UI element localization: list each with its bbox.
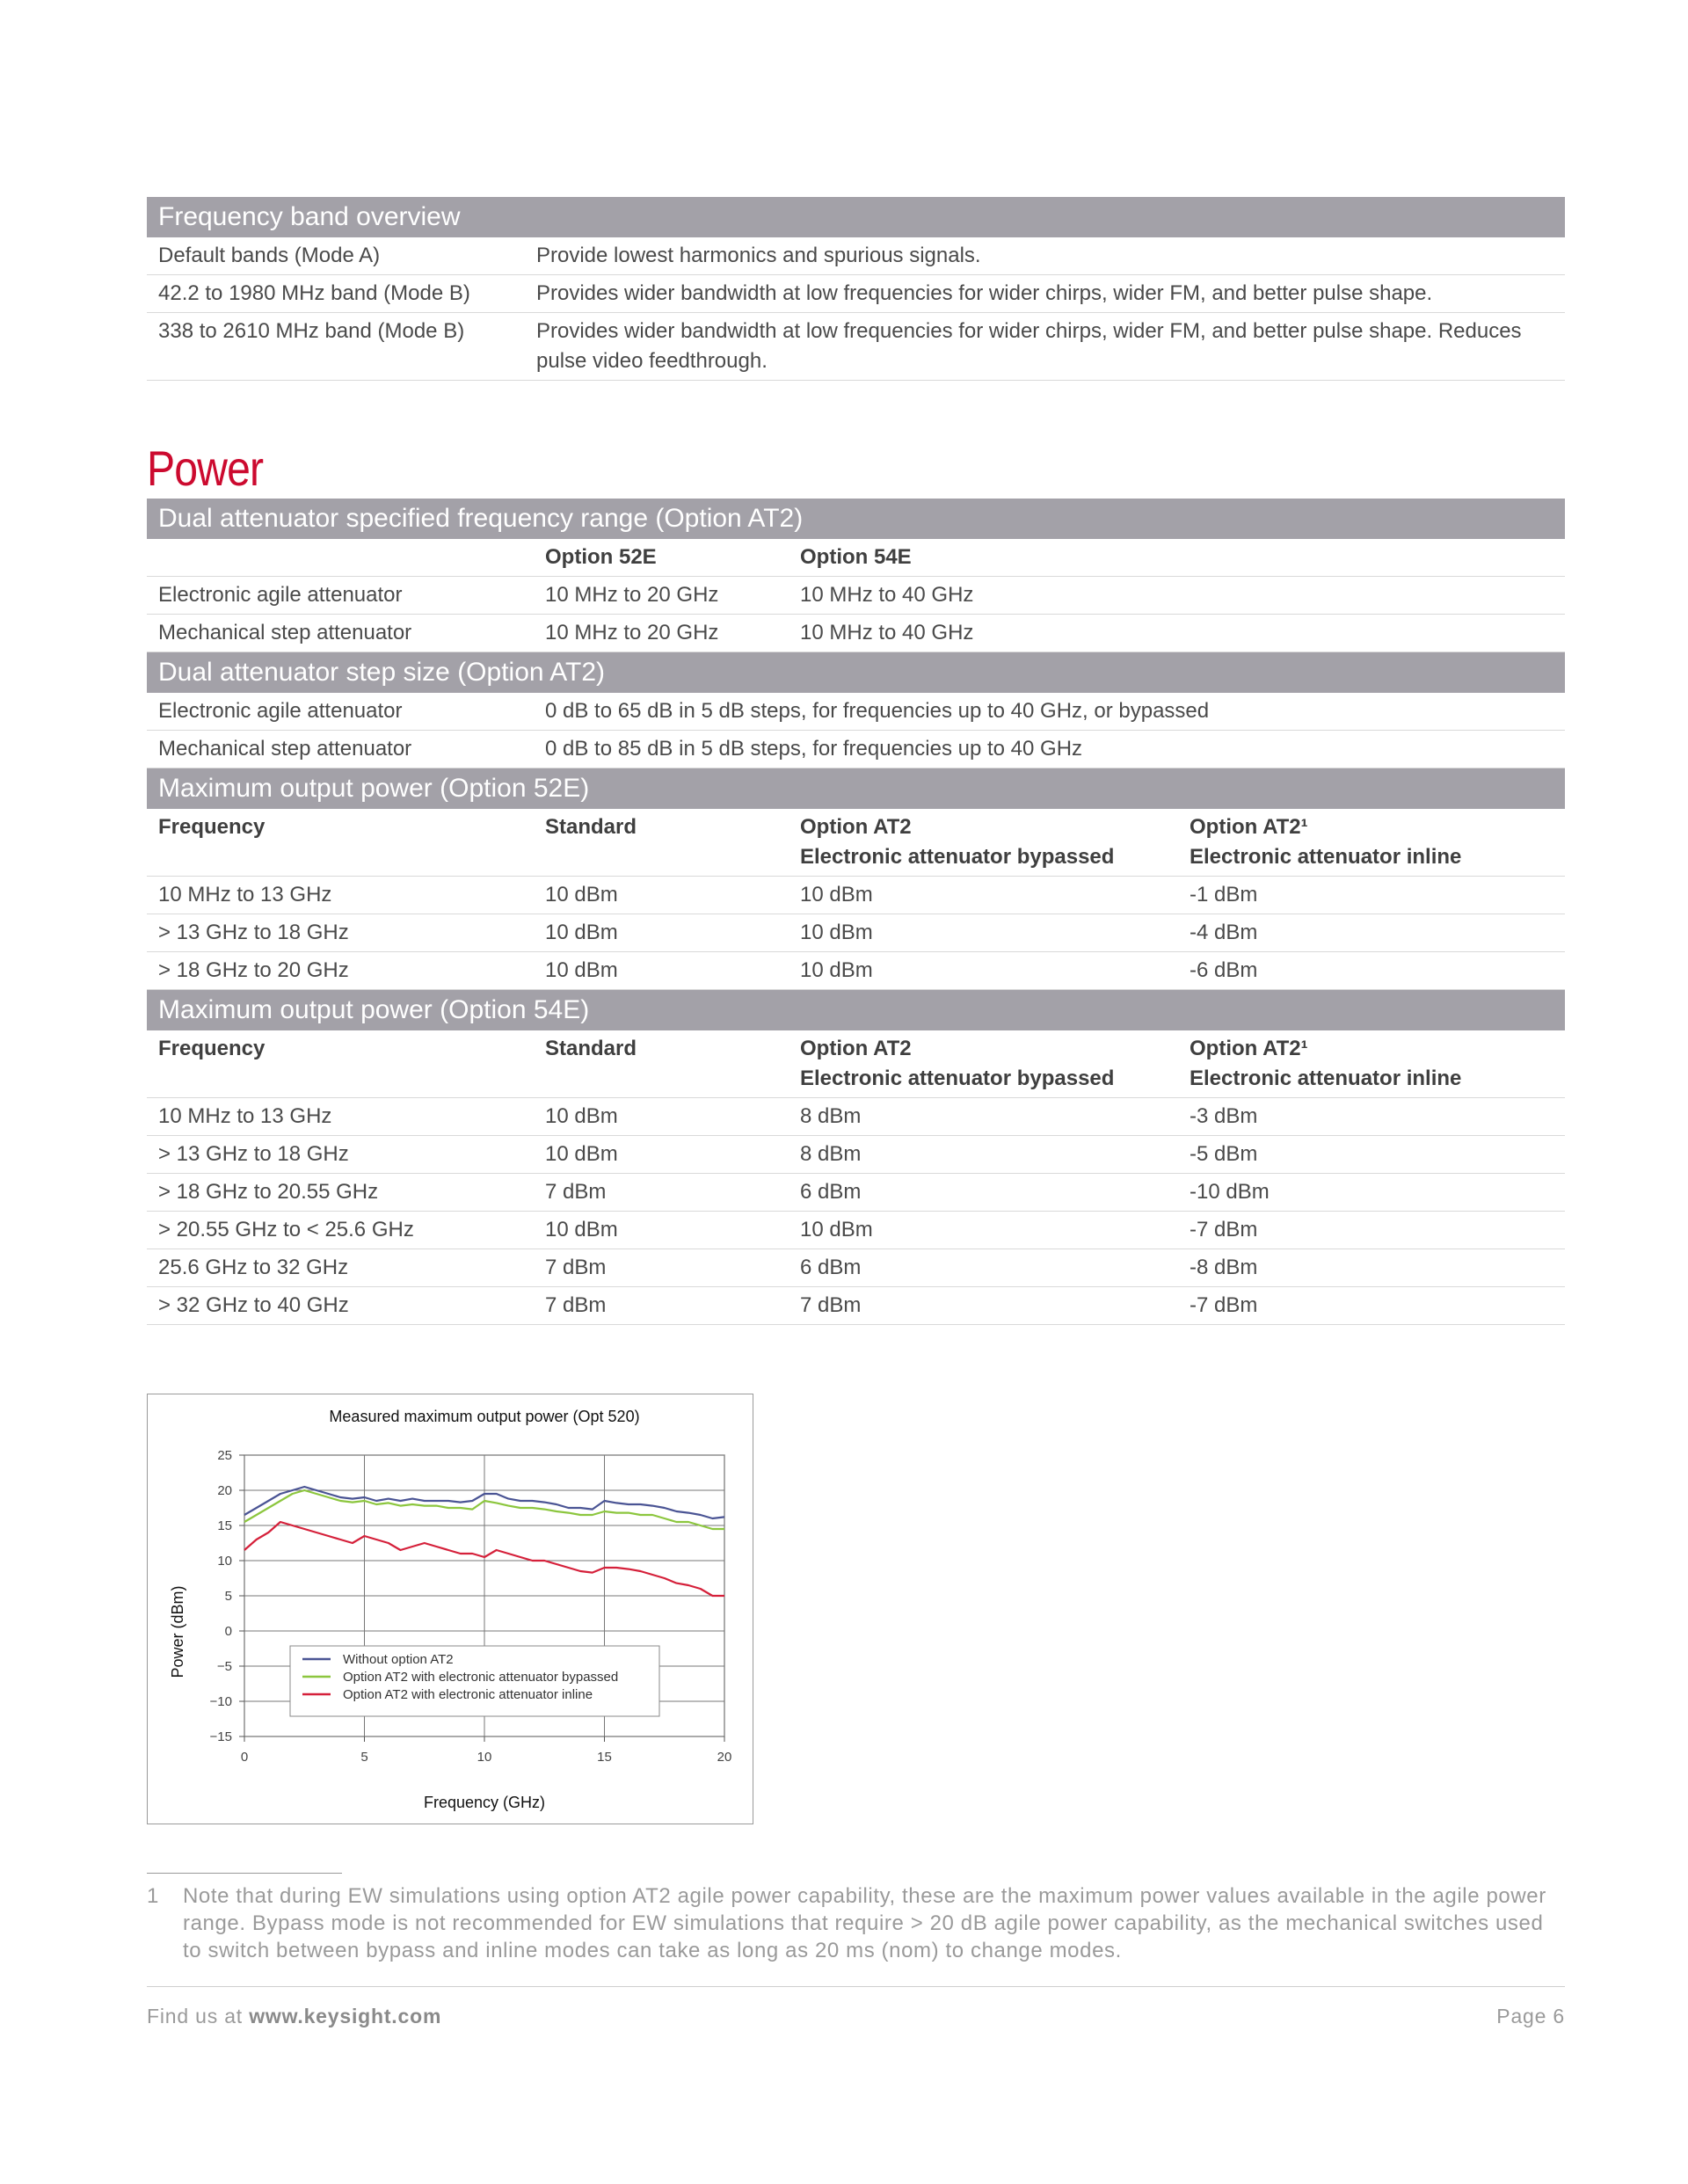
table-row — [147, 1212, 1565, 1249]
desc-cell: Provide lowest harmonics and spurious signals. — [536, 244, 981, 267]
header-line: Option AT2¹ — [1190, 1037, 1308, 1060]
table-cell: 6 dBm — [800, 1180, 862, 1204]
y-tick-label: −15 — [209, 1729, 232, 1744]
table-cell: Electronic agile attenuator — [158, 699, 403, 723]
dual-range-header: Dual attenuator specified frequency range (Option AT2) — [147, 499, 1565, 539]
page-content — [147, 197, 1565, 1325]
table-cell: 7 dBm — [545, 1180, 607, 1204]
y-tick-label: 0 — [224, 1624, 232, 1639]
header-cell: Option 52E — [545, 545, 657, 569]
table-cell: 25.6 GHz to 32 GHz — [158, 1256, 349, 1279]
table-row — [147, 877, 1565, 914]
table-cell: Mechanical step attenuator — [158, 621, 412, 644]
table-cell: -10 dBm — [1190, 1180, 1270, 1204]
table-cell: Electronic agile attenuator — [158, 583, 403, 607]
table-row — [147, 313, 1565, 381]
x-tick-label: 0 — [240, 1750, 249, 1765]
table-cell: 10 dBm — [800, 921, 873, 944]
x-tick-label: 15 — [597, 1750, 612, 1765]
table-cell: 10 MHz to 20 GHz — [545, 583, 719, 607]
y-tick-label: 25 — [217, 1448, 232, 1463]
table-cell: 8 dBm — [800, 1142, 862, 1166]
table-cell: -3 dBm — [1190, 1104, 1258, 1128]
table-cell: 10 dBm — [800, 883, 873, 906]
table-cell: 10 MHz to 13 GHz — [158, 1104, 332, 1128]
x-tick-label: 10 — [477, 1750, 492, 1765]
table-row — [147, 952, 1565, 990]
table-cell: 10 dBm — [800, 958, 873, 982]
table-row — [147, 1287, 1565, 1325]
table-cell: 0 dB to 65 dB in 5 dB steps, for frequencies up to 40 GHz, or bypassed — [545, 699, 1210, 723]
table-cell: 10 MHz to 40 GHz — [800, 621, 974, 644]
table-cell: 10 dBm — [545, 958, 618, 982]
band-cell: 42.2 to 1980 MHz band (Mode B) — [158, 281, 470, 305]
y-tick-label: 15 — [217, 1518, 232, 1533]
header-cell: Frequency — [158, 815, 266, 839]
x-tick-label: 20 — [717, 1750, 732, 1765]
y-axis-label: Power (dBm) — [169, 1585, 186, 1678]
table-row — [147, 237, 1565, 275]
max-54e-header: Maximum output power (Option 54E) — [147, 990, 1565, 1030]
table-cell: 10 MHz to 20 GHz — [545, 621, 719, 644]
chart-svg — [148, 1394, 754, 1825]
table-cell: Mechanical step attenuator — [158, 737, 412, 761]
header-line: Electronic attenuator bypassed — [800, 845, 1115, 869]
y-tick-label: 5 — [224, 1589, 232, 1604]
footer-find-us — [147, 2005, 441, 2028]
y-tick-label: 20 — [217, 1483, 232, 1498]
dual-step-header: Dual attenuator step size (Option AT2) — [147, 652, 1565, 693]
table-cell: 7 dBm — [545, 1256, 607, 1279]
header-cell: Standard — [545, 815, 637, 839]
table-header-row — [147, 809, 1565, 877]
x-axis-label: Frequency (GHz) — [423, 1794, 546, 1811]
table-cell: -5 dBm — [1190, 1142, 1258, 1166]
table-header-row — [147, 539, 1565, 577]
header-line: Electronic attenuator inline — [1190, 845, 1462, 869]
footer-rule — [147, 1986, 1565, 1987]
max-52e-header: Maximum output power (Option 52E) — [147, 768, 1565, 809]
table-row — [147, 731, 1565, 768]
y-tick-label: −10 — [209, 1694, 232, 1709]
table-cell: -8 dBm — [1190, 1256, 1258, 1279]
header-cell — [789, 809, 1178, 876]
table-cell: 0 dB to 85 dB in 5 dB steps, for frequencies up to 40 GHz — [545, 737, 1083, 761]
table-cell: 7 dBm — [800, 1293, 862, 1317]
header-line: Option AT2¹ — [1190, 815, 1308, 839]
header-cell — [1178, 1030, 1565, 1097]
header-line: Electronic attenuator inline — [1190, 1067, 1462, 1090]
header-cell — [147, 539, 534, 576]
table-cell: 10 dBm — [545, 883, 618, 906]
desc-cell: Provides wider bandwidth at low frequencies for wider chirps, wider FM, and better pulse shape. Reduces pulse video feedthrough. — [536, 319, 1522, 373]
legend-entry: Option AT2 with electronic attenuator bypassed — [343, 1670, 619, 1685]
y-tick-label: −5 — [216, 1659, 232, 1674]
footer-page-number: Page 6 — [1496, 2005, 1565, 2027]
y-tick-label: 10 — [217, 1554, 232, 1569]
max-52e-rows — [147, 877, 1565, 990]
table-cell: 10 dBm — [800, 1218, 873, 1241]
x-tick-label: 5 — [360, 1750, 368, 1765]
table-row — [147, 615, 1565, 652]
header-line: Option AT2 — [800, 1037, 912, 1060]
table-header-row — [147, 1030, 1565, 1098]
band-cell: 338 to 2610 MHz band (Mode B) — [158, 319, 465, 343]
footnote-rule — [147, 1873, 342, 1874]
table-row — [147, 914, 1565, 952]
header-cell — [789, 1030, 1178, 1097]
table-row — [147, 1136, 1565, 1174]
legend-entry: Option AT2 with electronic attenuator inline — [343, 1687, 593, 1702]
table-cell: > 18 GHz to 20 GHz — [158, 958, 349, 982]
header-cell: Standard — [545, 1037, 637, 1060]
header-cell — [1178, 809, 1565, 876]
chart-title: Measured maximum output power (Opt 520) — [329, 1408, 640, 1425]
footer-url-link[interactable]: www.keysight.com — [249, 2005, 442, 2027]
section-title-power: Power — [147, 440, 264, 496]
table-cell: -1 dBm — [1190, 883, 1258, 906]
header-line: Electronic attenuator bypassed — [800, 1067, 1115, 1090]
table-cell: -6 dBm — [1190, 958, 1258, 982]
max-54e-rows — [147, 1098, 1565, 1325]
chart-legend — [290, 1646, 659, 1716]
footnote-text: Note that during EW simulations using option AT2 agile power capability, these are the maximum power values available in the agile power range. Bypass mode is not recommended for EW simulations that require > 20 dB agile power capability, as the mechanical switches used to switch between bypass and inline modes can take as long as 20 ms (nom) to change modes. — [183, 1884, 1546, 1962]
desc-cell: Provides wider bandwidth at low frequencies for wider chirps, wider FM, and better pulse shape. — [536, 281, 1433, 305]
table-row — [147, 577, 1565, 615]
table-cell: > 13 GHz to 18 GHz — [158, 1142, 349, 1166]
footer-prefix: Find us at — [147, 2005, 250, 2027]
table-cell: > 13 GHz to 18 GHz — [158, 921, 349, 944]
header-cell: Frequency — [158, 1037, 266, 1060]
table-cell: > 32 GHz to 40 GHz — [158, 1293, 349, 1317]
table-cell: > 18 GHz to 20.55 GHz — [158, 1180, 379, 1204]
band-cell: Default bands (Mode A) — [158, 244, 381, 267]
table-cell: 10 dBm — [545, 1142, 618, 1166]
table-row — [147, 1249, 1565, 1287]
table-cell: 10 dBm — [545, 1104, 618, 1128]
legend-entry: Without option AT2 — [343, 1652, 454, 1667]
header-line: Option AT2 — [800, 815, 912, 839]
footnote — [147, 1882, 1565, 1964]
table-cell: > 20.55 GHz to < 25.6 GHz — [158, 1218, 414, 1241]
table-cell: -7 dBm — [1190, 1218, 1258, 1241]
table-cell: 7 dBm — [545, 1293, 607, 1317]
header-cell: Option 54E — [800, 545, 912, 569]
table-row — [147, 275, 1565, 313]
table-cell: -7 dBm — [1190, 1293, 1258, 1317]
output-power-chart — [147, 1394, 753, 1824]
table-cell: -4 dBm — [1190, 921, 1258, 944]
table-cell: 10 MHz to 40 GHz — [800, 583, 974, 607]
freq-band-header: Frequency band overview — [147, 197, 1565, 237]
table-cell: 6 dBm — [800, 1256, 862, 1279]
table-row — [147, 1174, 1565, 1212]
table-row — [147, 693, 1565, 731]
table-cell: 10 dBm — [545, 921, 618, 944]
table-cell: 10 MHz to 13 GHz — [158, 883, 332, 906]
table-row — [147, 1098, 1565, 1136]
table-cell: 8 dBm — [800, 1104, 862, 1128]
table-cell: 10 dBm — [545, 1218, 618, 1241]
footnote-number: 1 — [147, 1884, 159, 1908]
